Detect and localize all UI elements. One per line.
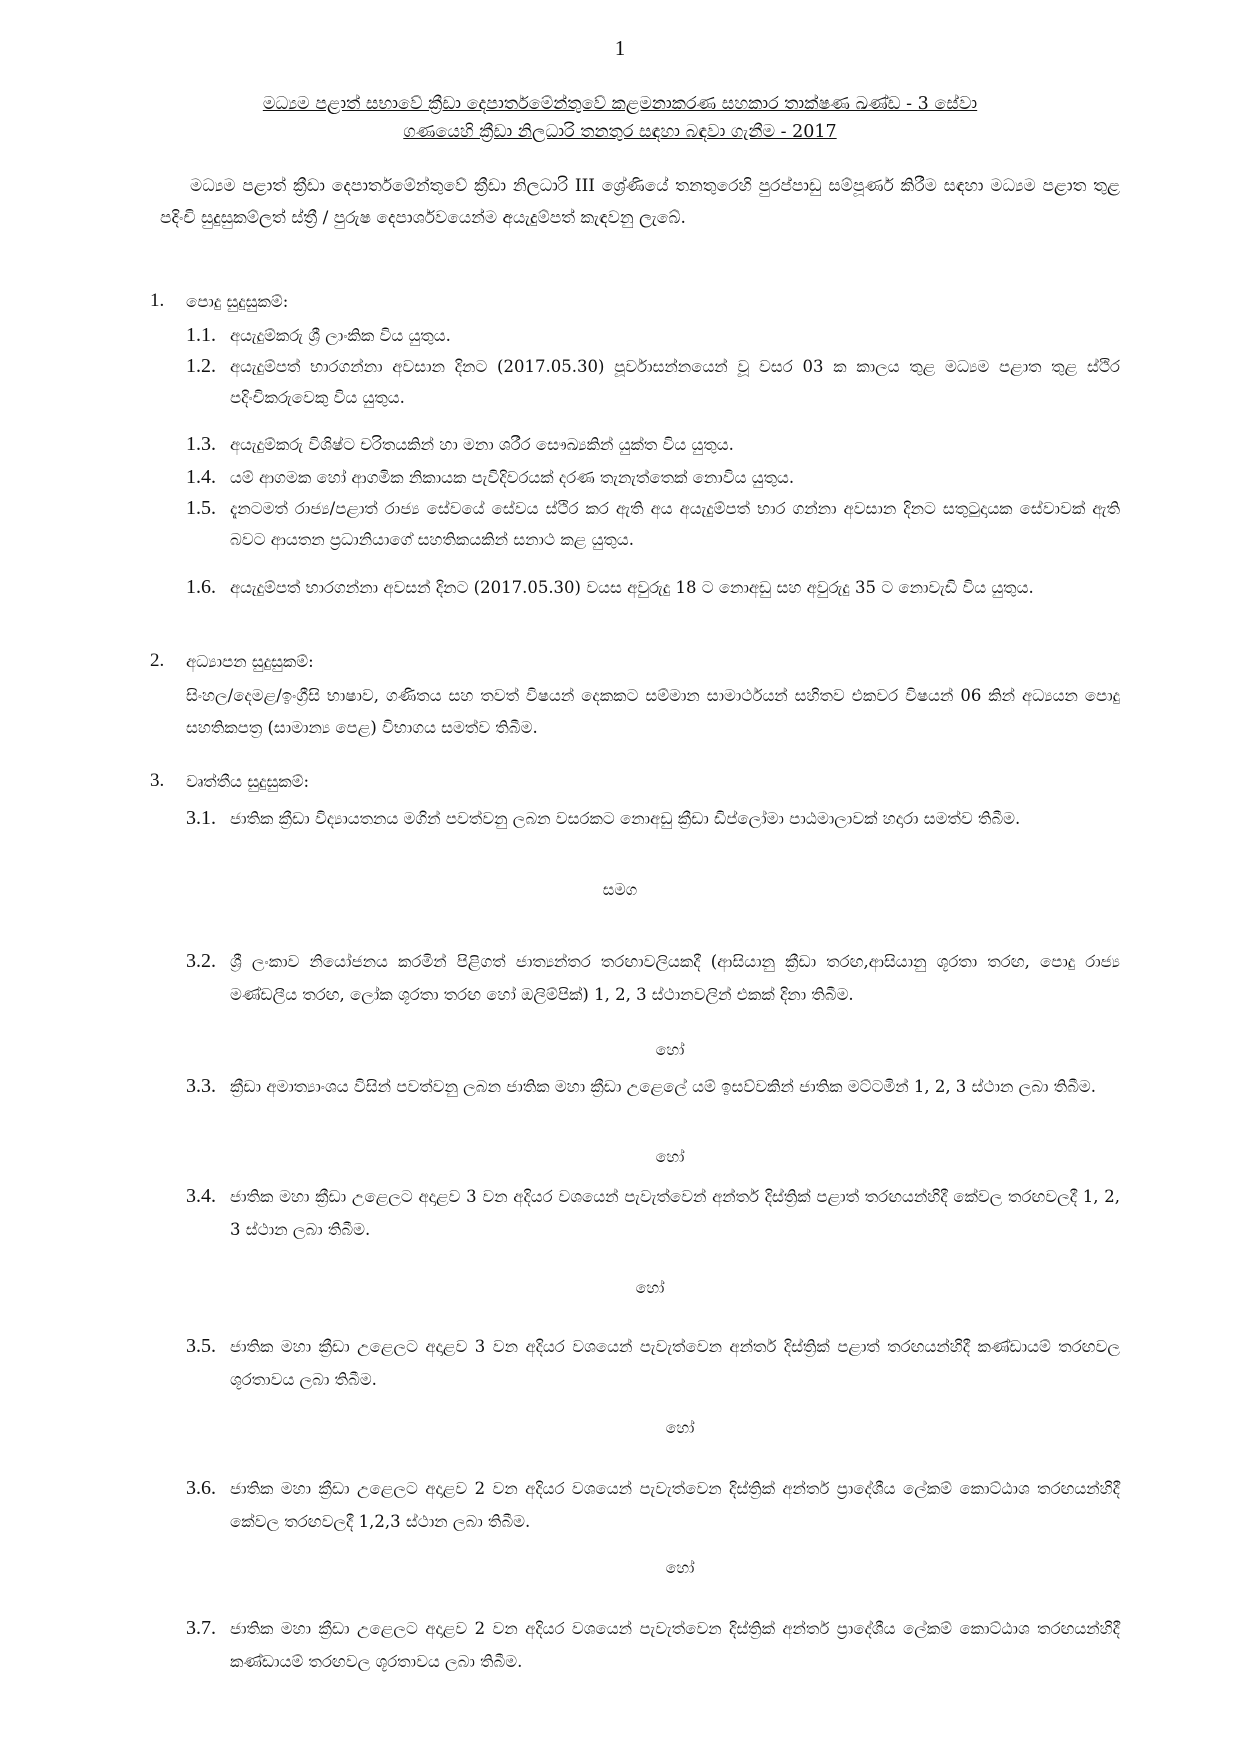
item-number: 3.7. <box>186 1617 216 1639</box>
section-1-heading: පොදු සුදුසුකම්: <box>186 292 289 311</box>
item-number: 3.2. <box>186 950 216 972</box>
item-number: 1.6. <box>186 576 216 598</box>
item-1-3 <box>186 429 1120 460</box>
section-3-heading: වෘත්තීය සුදුසුකම්: <box>186 772 310 791</box>
connector-or: හෝ <box>665 1558 695 1577</box>
connector-or: හෝ <box>655 1040 685 1059</box>
item-number: 3.1. <box>186 807 216 829</box>
item-text: යම් ආගමක හෝ ආගමික නිකායක පැවිදිවරයක් දරණ තැනැත්තෙක් නොවිය යුතුය. <box>230 468 795 487</box>
item-text: ජාතික ක්‍රීඩා විද්‍යායතනය මගින් පවත්වනු ලබන වසරකට නොඅඩු ක්‍රීඩා ඩිප්ලෝමා පාඨමාලාවක් හදාරා සමත්ව තිබීම. <box>230 809 1021 828</box>
item-text: අයැදුම්කරු විශිෂ්ට චරිතයකින් හා මනා ශරීර සෞඛ්‍යකින් යුක්ත විය යුතුය. <box>230 435 734 454</box>
section-1-number: 1. <box>150 290 165 311</box>
page-number: 1 <box>614 36 626 60</box>
item-text: අයැදුම්පත් භාරගන්නා අවසාන දිනට (2017.05.30) පූර්වාසන්නයෙන් වූ වසර 03 ක කාලය තුළ මධ්‍යම පළාත තුළ ස්ථිර පදිංචිකරුවෙකු විය යුතුය. <box>230 357 1120 407</box>
item-3-3 <box>186 1070 1120 1103</box>
connector-or: හෝ <box>655 1147 685 1166</box>
item-number: 1.4. <box>186 466 216 488</box>
item-number: 3.5. <box>186 1335 216 1357</box>
item-text: ජාතික මහා ක්‍රීඩා උළෙලට අදාළව 3 වන අදියර වශයෙන් පැවැත්වෙන් අන්තර් දිස්ත්‍රික් පළාත් තරඟයන්හිදී කේවල තරඟවලදී 1, 2, 3 ස්ථාන ලබා තිබීම. <box>230 1187 1120 1239</box>
item-text: අයැදුම්කරු ශ්‍රී ලාංකික විය යුතුය. <box>230 326 451 345</box>
item-text: ක්‍රීඩා අමාත්‍යාංශය විසින් පවත්වනු ලබන ජාතික මහා ක්‍රීඩා උළෙලේ යම් ඉසව්වකින් ජාතික මට්ටමින් 1, 2, 3 ස්ථාන ලබා තිබීම. <box>230 1077 1097 1096</box>
item-3-6 <box>186 1472 1120 1538</box>
item-3-7 <box>186 1612 1120 1678</box>
document-title <box>150 90 1090 146</box>
item-1-4 <box>186 462 1120 493</box>
item-number: 1.1. <box>186 324 216 346</box>
item-number: 3.4. <box>186 1185 216 1207</box>
connector-or: හෝ <box>665 1418 695 1437</box>
item-number: 3.3. <box>186 1075 216 1097</box>
item-1-1 <box>186 320 1120 351</box>
item-text: ජාතික මහා ක්‍රීඩා උළෙලට අදාළව 2 වන අදියර වශයෙන් පැවැත්වෙන දිස්ත්‍රික් අන්තර් ප්‍රාදේශීය ලේකම් කොට්ඨාශ තරඟයන්හිදී කේවල තරඟවලදී 1,2,3 ස්ථාන ලබා තිබීම. <box>230 1479 1120 1531</box>
section-2-number: 2. <box>150 650 165 671</box>
item-3-1 <box>186 802 1120 835</box>
item-number: 1.5. <box>186 497 216 519</box>
section-3-number: 3. <box>150 770 165 791</box>
item-1-6 <box>186 572 1120 603</box>
item-text: ජාතික මහා ක්‍රීඩා උළෙලට අදාළව 3 වන අදියර වශයෙන් පැවැත්වෙන අන්තර් දිස්ත්‍රික් පළාත් තරඟයන්හිදී කණ්ඩායම් තරඟවල ශූරතාවය ලබා තිබීම. <box>230 1337 1120 1389</box>
intro-paragraph: මධ්‍යම පළාත් ක්‍රීඩා දෙපාර්තමේන්තුවේ ක්‍රීඩා නිලධාරි III ශ්‍රේණියේ තනතුරෙහි පුරප්පාඩු සම්පූර්ණ කිරීම සඳහා මධ්‍යම පළාත තුළ පදිංචි සුදුසුකම්ලත් ස්ත්‍රී / පුරුෂ දෙපාර්ශවයෙන්ම අයැදුම්පත් කැඳවනු ලැබේ. <box>160 176 1120 228</box>
item-number: 1.2. <box>186 355 216 377</box>
item-text: අයැදුම්පත් භාරගන්නා අවසන් දිනට (2017.05.30) වයස අවුරුදු 18 ට නොඅඩු සහ අවුරුදු 35 ට නොවැඩි විය යුතුය. <box>230 578 1034 597</box>
section-2-body: සිංහල/දෙමළ/ඉංග්‍රීසි භාෂාව, ගණිතය සහ තවත් විෂයන් දෙකකට සම්මාන සාමාර්ථයන් සහිතව එකවර විෂයන් 06 කින් අධ්‍යයන පොදු සහතිකපත්‍ර (සාමාන්‍ය පෙළ) විභාගය සමත්ව තිබීම. <box>186 686 1120 737</box>
connector-and: සමග <box>602 880 638 899</box>
item-3-2 <box>186 945 1120 1011</box>
title-line-1: මධ්‍යම පළාත් සභාවේ ක්‍රීඩා දෙපාර්තමේන්තුවේ කළමනාකරණ සහකාර තාක්ෂණ ඛණ්ඩ - 3 සේවා <box>262 94 978 114</box>
item-1-5 <box>186 493 1120 555</box>
connector-or: හෝ <box>635 1278 665 1297</box>
item-3-4 <box>186 1180 1120 1246</box>
item-number: 1.3. <box>186 433 216 455</box>
item-text: ශ්‍රී ලංකාව නියෝජනය කරමින් පිළිගත් ජාත්‍යන්තර තරඟාවලියකදී (ආසියානු ක්‍රීඩා තරඟ,ආසියානු ශූරතා තරඟ, පොදු රාජ්‍ය මණ්ඩලීය තරඟ, ලෝක ශූරතා තරඟ හෝ ඔලිම්පික්) 1, 2, 3 ස්ථානවලින් එකක් දිනා තිබීම. <box>230 952 1120 1004</box>
item-number: 3.6. <box>186 1477 216 1499</box>
item-1-2 <box>186 351 1120 413</box>
item-text: ජාතික මහා ක්‍රීඩා උළෙලට අදාළව 2 වන අදියර වශයෙන් පැවැත්වෙන දිස්ත්‍රික් අන්තර් ප්‍රාදේශීය ලේකම් කොට්ඨාශ තරඟයන්හිදී කණ්ඩායම් තරඟවල ශූරතාවය ලබා තිබීම. <box>230 1619 1120 1671</box>
section-2-heading: අධ්‍යාපන සුදුසුකම්: <box>186 652 314 671</box>
item-text: දැනටමත් රාජ්‍ය/පළාත් රාජ්‍ය සේවයේ සේවය ස්ථිර කර ඇති අය අයැදුම්පත් භාර ගන්නා අවසාන දිනට සතුටුදායක සේවාවක් ඇති බවට ආයතන ප්‍රධානියාගේ සහතිකයකින් සනාථ කළ යුතුය. <box>230 499 1120 549</box>
title-line-2: ගණයෙහි ක්‍රීඩා නිලධාරි තනතුර සඳහා බඳවා ගැනීම - 2017 <box>403 122 837 142</box>
item-3-5 <box>186 1330 1120 1396</box>
